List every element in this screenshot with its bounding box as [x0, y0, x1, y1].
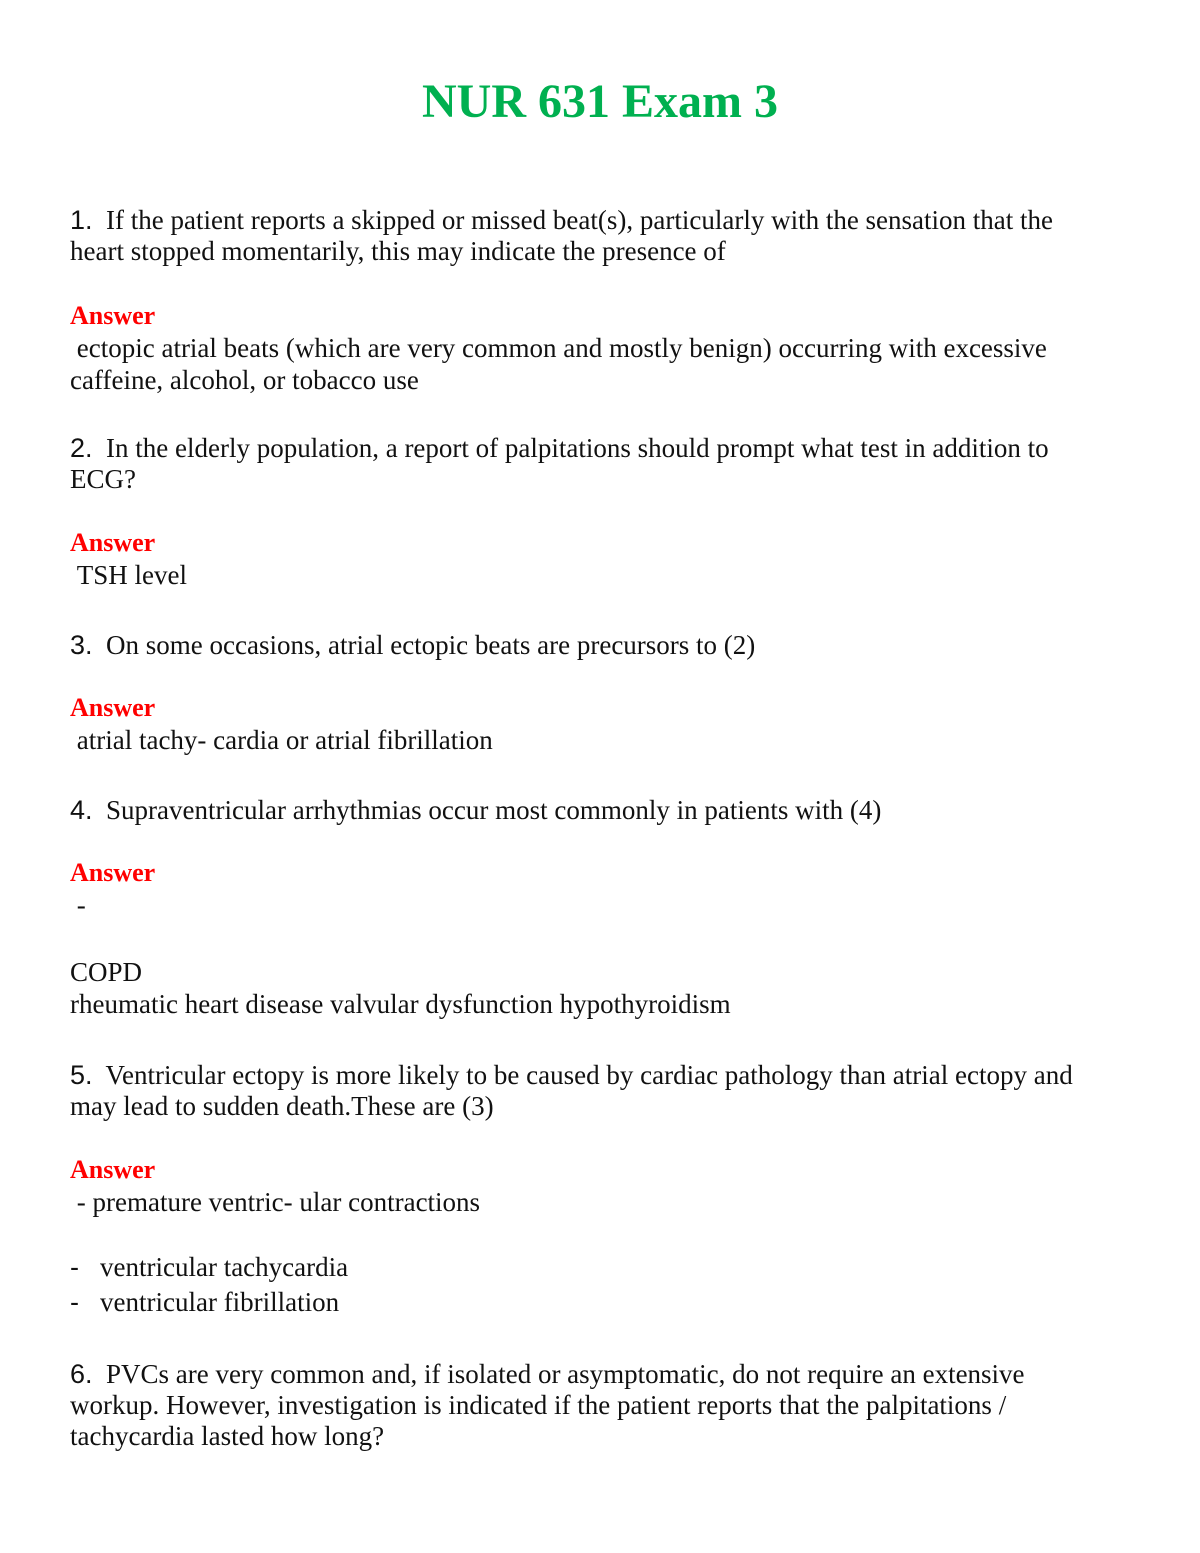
question-5 — [70, 1060, 1110, 1122]
question-number: 5. — [70, 1060, 93, 1090]
question-body: In the elderly population, a report of palpitations should prompt what test in addition to ECG? — [70, 433, 1049, 494]
question-3 — [70, 630, 1110, 661]
question-4 — [70, 795, 1110, 826]
answer-label: Answer — [70, 528, 156, 557]
list-item — [70, 1250, 1110, 1285]
answer-text: rheumatic heart disease valvular dysfunction hypothyroidism — [70, 989, 731, 1019]
list-item-text: ventricular fibrillation — [100, 1287, 340, 1317]
answer-label: Answer — [70, 301, 156, 330]
question-body: Ventricular ectopy is more likely to be caused by cardiac pathology than atrial ectopy and may lead to sudden death.These are (3) — [70, 1060, 1073, 1121]
answer-5 — [70, 1154, 1110, 1218]
question-body: Supraventricular arrhythmias occur most commonly in patients with (4) — [106, 795, 882, 825]
list-item-text: ventricular tachycardia — [100, 1252, 349, 1282]
question-body: On some occasions, atrial ectopic beats are precursors to (2) — [106, 630, 756, 660]
question-text — [70, 433, 1110, 495]
answer-text: ectopic atrial beats (which are very common and mostly benign) occurring with excessive caffeine, alcohol, or tobacco use — [70, 333, 1054, 395]
answer-label: Answer — [70, 858, 156, 887]
question-text — [70, 1359, 1110, 1452]
question-text — [70, 1060, 1110, 1122]
answer-5-bullets — [70, 1250, 1110, 1320]
question-number: 6. — [70, 1359, 93, 1389]
answer-3 — [70, 692, 1110, 756]
answer-1 — [70, 300, 1110, 396]
question-number: 3. — [70, 630, 93, 660]
answer-text: - premature ventric- ular contractions — [70, 1187, 481, 1217]
answer-text: TSH level — [70, 560, 187, 590]
question-1 — [70, 205, 1110, 267]
question-number: 4. — [70, 795, 93, 825]
question-text — [70, 205, 1110, 267]
question-number: 1. — [70, 205, 93, 235]
answer-4-continued — [70, 956, 1110, 1020]
question-body: If the patient reports a skipped or missed beat(s), particularly with the sensation that the heart stopped momentarily, this may indicate the presence of — [70, 205, 1054, 266]
dash-bullet-icon: - — [70, 1252, 79, 1282]
dash-bullet-icon: - — [70, 1287, 79, 1317]
answer-text: atrial tachy- cardia or atrial fibrillation — [70, 725, 493, 755]
question-6 — [70, 1359, 1110, 1452]
question-text — [70, 630, 1110, 661]
question-text — [70, 795, 1110, 826]
question-2 — [70, 433, 1110, 495]
answer-text: COPD — [70, 957, 143, 987]
document-title: NUR 631 Exam 3 — [422, 75, 778, 128]
answer-2 — [70, 527, 1110, 591]
answer-text: - — [70, 890, 86, 920]
question-body: PVCs are very common and, if isolated or asymptomatic, do not require an extensive workup. However, investigation is indicated if the patient reports that the palpitations / tachycardia lasted how long? — [70, 1359, 1025, 1451]
list-item — [70, 1285, 1110, 1320]
answer-label: Answer — [70, 693, 156, 722]
answer-label: Answer — [70, 1155, 156, 1184]
question-number: 2. — [70, 433, 93, 463]
answer-4 — [70, 857, 1110, 921]
